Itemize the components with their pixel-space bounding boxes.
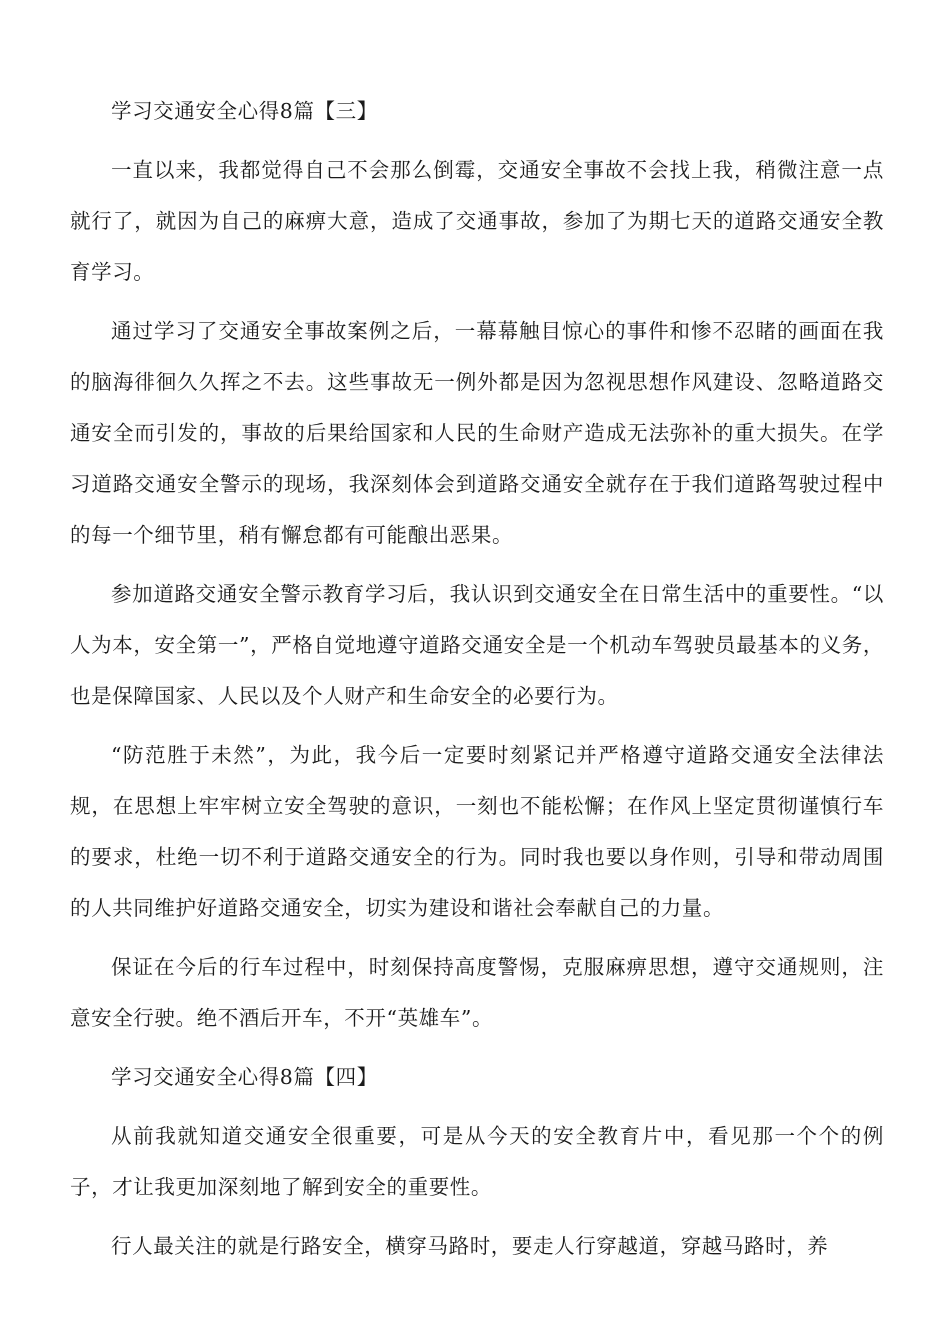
section-heading-4: 学习交通安全心得8篇【四】 (111, 1065, 378, 1089)
document-page (70, 86, 884, 1280)
paragraph: 保证在今后的行车过程中，时刻保持高度警惕，克服麻痹思想，遵守交通规则，注意安全行驶。绝不酒后开车，不开“英雄车”。 (70, 955, 884, 1030)
paragraph: 行人最关注的就是行路安全，横穿马路时，要走人行穿越道，穿越马路时，养 (111, 1234, 829, 1258)
paragraph: 一直以来，我都觉得自己不会那么倒霉，交通安全事故不会找上我，稍微注意一点就行了，就因为自己的麻痹大意，造成了交通事故，参加了为期七天的道路交通安全教育学习。 (70, 158, 884, 284)
paragraph: “防范胜于未然”，为此，我今后一定要时刻紧记并严格遵守道路交通安全法律法规，在思想上牢牢树立安全驾驶的意识，一刻也不能松懈；在作风上坚定贯彻谨慎行车的要求，杜绝一切不利于道路交通安全的行为。同时我也要以身作则，引导和带动周围的人共同维护好道路交通安全，切实为建设和谐社会奉献自己的力量。 (70, 743, 884, 920)
paragraph: 参加道路交通安全警示教育学习后，我认识到交通安全在日常生活中的重要性。“以人为本，安全第一”，严格自觉地遵守道路交通安全是一个机动车驾驶员最基本的义务，也是保障国家、人民以及个人财产和生命安全的必要行为。 (70, 582, 884, 708)
paragraph: 从前我就知道交通安全很重要，可是从今天的安全教育片中，看见那一个个的例子，才让我更加深刻地了解到安全的重要性。 (70, 1124, 884, 1199)
section-heading-3: 学习交通安全心得8篇【三】 (111, 99, 378, 123)
paragraph: 通过学习了交通安全事故案例之后，一幕幕触目惊心的事件和惨不忍睹的画面在我的脑海徘徊久久挥之不去。这些事故无一例外都是因为忽视思想作风建设、忽略道路交通安全而引发的，事故的后果给国家和人民的生命财产造成无法弥补的重大损失。在学习道路交通安全警示的现场，我深刻体会到道路交通安全就存在于我们道路驾驶过程中的每一个细节里，稍有懈怠都有可能酿出恶果。 (70, 319, 884, 547)
